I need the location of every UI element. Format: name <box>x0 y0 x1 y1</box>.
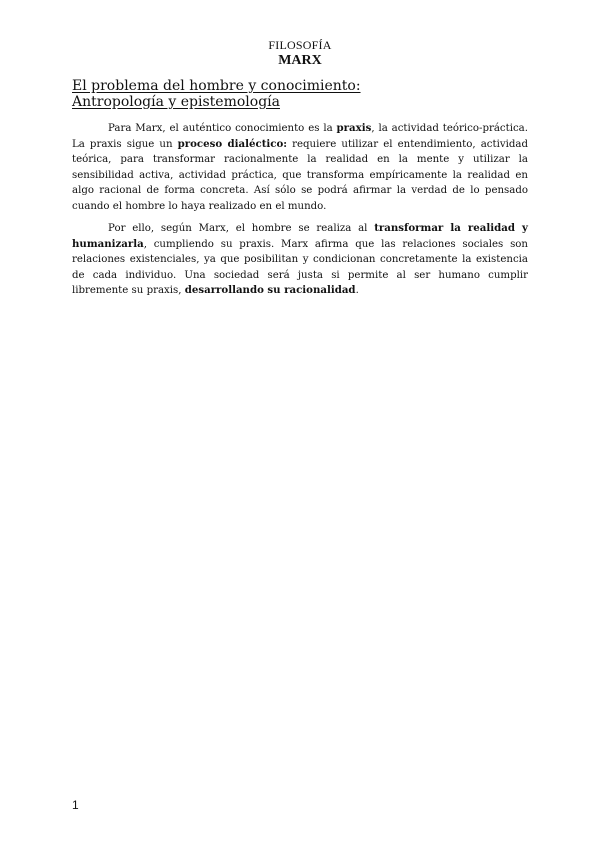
section-title <box>72 78 532 110</box>
subject-heading: FILOSOFÍA <box>268 38 332 52</box>
paragraph-praxis <box>72 121 528 214</box>
section-title-line-1: El problema del hombre y conocimiento: <box>72 78 361 94</box>
author-heading: MARX <box>278 53 322 68</box>
paragraph-1-bold-dialectic: proceso dialéctico: <box>177 137 288 150</box>
paragraph-2-bold-rationality: desarrollando su racionalidad <box>184 284 356 296</box>
paragraph-1-text-1: Para Marx, el auténtico conocimiento es la <box>108 123 337 134</box>
page-number: 1 <box>72 798 79 812</box>
paragraph-2-text-3: . <box>355 285 359 296</box>
paragraph-1-text-2: , la actividad teórico-práctica. La praxis sigue un <box>72 123 528 150</box>
paragraph-2-text-1: Por ello, según Marx, el hombre se realiza al <box>108 223 375 234</box>
paragraph-1-bold-praxis: praxis <box>336 122 372 134</box>
paragraph-2-text-2: , cumpliendo su praxis. Marx afirma que las relaciones sociales son relaciones existenciales, ya que posibilitan y condicionan concretamente la existencia de cada individuo. Una sociedad será justa si permite al ser humano cumplir libremente su praxis, <box>72 238 528 296</box>
paragraph-1-text-3: requiere utilizar el entendimiento, actividad teórica, para transformar racionalmente la realidad en la mente y utilizar la sensibilidad activa, actividad práctica, que transforma empíricamente la realidad en algo racional de forma concreta. Así sólo se podrá afirmar la verdad de lo pensado cuando el hombre lo haya realizado en el mundo. <box>72 138 528 212</box>
paragraph-2-bold-transform: transformar la realidad y humanizarla <box>72 222 528 250</box>
paragraph-human-realization <box>72 221 528 299</box>
section-title-line-2: Antropología y epistemología <box>72 94 280 110</box>
